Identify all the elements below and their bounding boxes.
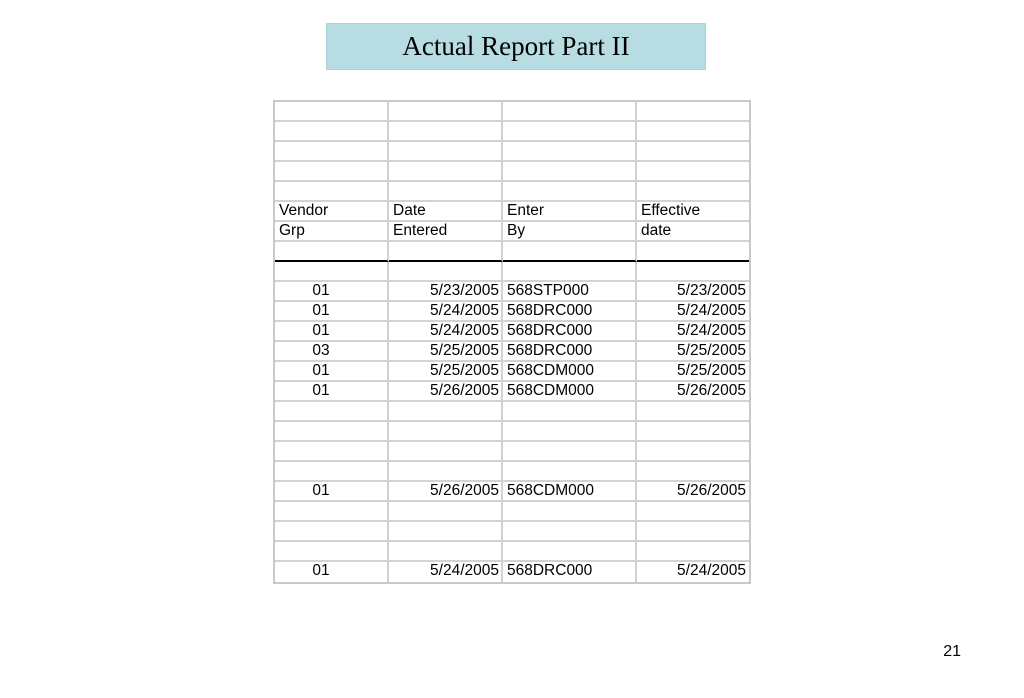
enter-by-cell: 568CDM000 bbox=[503, 382, 637, 402]
vendor-grp-cell: 01 bbox=[275, 482, 389, 502]
effective-date-cell: 5/25/2005 bbox=[637, 362, 749, 382]
empty-row bbox=[275, 142, 749, 162]
empty-row bbox=[275, 402, 749, 422]
vendor-grp-cell: 01 bbox=[275, 282, 389, 302]
header-cell: Date bbox=[389, 202, 503, 222]
empty-row bbox=[275, 462, 749, 482]
empty-row bbox=[275, 542, 749, 562]
header-cell: By bbox=[503, 222, 637, 242]
slide-title: Actual Report Part II bbox=[326, 23, 706, 70]
header-cell: Entered bbox=[389, 222, 503, 242]
report-table bbox=[273, 100, 751, 584]
enter-by-cell: 568DRC000 bbox=[503, 562, 637, 582]
vendor-grp-cell: 01 bbox=[275, 322, 389, 342]
empty-row bbox=[275, 162, 749, 182]
empty-row bbox=[275, 502, 749, 522]
table-row bbox=[275, 362, 749, 382]
header-cell: date bbox=[637, 222, 749, 242]
date-entered-cell: 5/25/2005 bbox=[389, 342, 503, 362]
header-cell: Vendor bbox=[275, 202, 389, 222]
empty-row bbox=[275, 262, 749, 282]
header-cell: Enter bbox=[503, 202, 637, 222]
table-row bbox=[275, 562, 749, 582]
header-row-top bbox=[275, 202, 749, 222]
header-cell: Grp bbox=[275, 222, 389, 242]
table-row bbox=[275, 322, 749, 342]
effective-date-cell: 5/24/2005 bbox=[637, 302, 749, 322]
table-row bbox=[275, 302, 749, 322]
vendor-grp-cell: 01 bbox=[275, 382, 389, 402]
table-row bbox=[275, 342, 749, 362]
effective-date-cell: 5/26/2005 bbox=[637, 482, 749, 502]
date-entered-cell: 5/26/2005 bbox=[389, 382, 503, 402]
date-entered-cell: 5/24/2005 bbox=[389, 302, 503, 322]
date-entered-cell: 5/24/2005 bbox=[389, 322, 503, 342]
vendor-grp-cell: 01 bbox=[275, 302, 389, 322]
table-row bbox=[275, 482, 749, 502]
table-row bbox=[275, 382, 749, 402]
page-number: 21 bbox=[943, 643, 961, 660]
empty-row bbox=[275, 102, 749, 122]
enter-by-cell: 568CDM000 bbox=[503, 362, 637, 382]
enter-by-cell: 568CDM000 bbox=[503, 482, 637, 502]
empty-row bbox=[275, 442, 749, 462]
effective-date-cell: 5/26/2005 bbox=[637, 382, 749, 402]
enter-by-cell: 568DRC000 bbox=[503, 322, 637, 342]
empty-row bbox=[275, 422, 749, 442]
empty-row bbox=[275, 122, 749, 142]
header-cell: Effective bbox=[637, 202, 749, 222]
date-entered-cell: 5/23/2005 bbox=[389, 282, 503, 302]
enter-by-cell: 568DRC000 bbox=[503, 302, 637, 322]
effective-date-cell: 5/24/2005 bbox=[677, 562, 746, 579]
date-entered-cell: 5/26/2005 bbox=[389, 482, 503, 502]
vendor-grp-cell: 01 bbox=[275, 362, 389, 382]
empty-row bbox=[275, 242, 749, 262]
header-row-bottom bbox=[275, 222, 749, 242]
vendor-grp-cell: 01 bbox=[275, 562, 389, 582]
table-row bbox=[275, 282, 749, 302]
empty-row bbox=[275, 522, 749, 542]
date-entered-cell: 5/25/2005 bbox=[389, 362, 503, 382]
enter-by-cell: 568STP000 bbox=[503, 282, 637, 302]
empty-row bbox=[275, 182, 749, 202]
effective-date-cell: 5/25/2005 bbox=[637, 342, 749, 362]
date-entered-cell: 5/24/2005 bbox=[389, 562, 503, 582]
effective-date-cell: 5/23/2005 bbox=[637, 282, 749, 302]
effective-date-cell: 5/24/2005 bbox=[637, 322, 749, 342]
enter-by-cell: 568DRC000 bbox=[503, 342, 637, 362]
vendor-grp-cell: 03 bbox=[275, 342, 389, 362]
